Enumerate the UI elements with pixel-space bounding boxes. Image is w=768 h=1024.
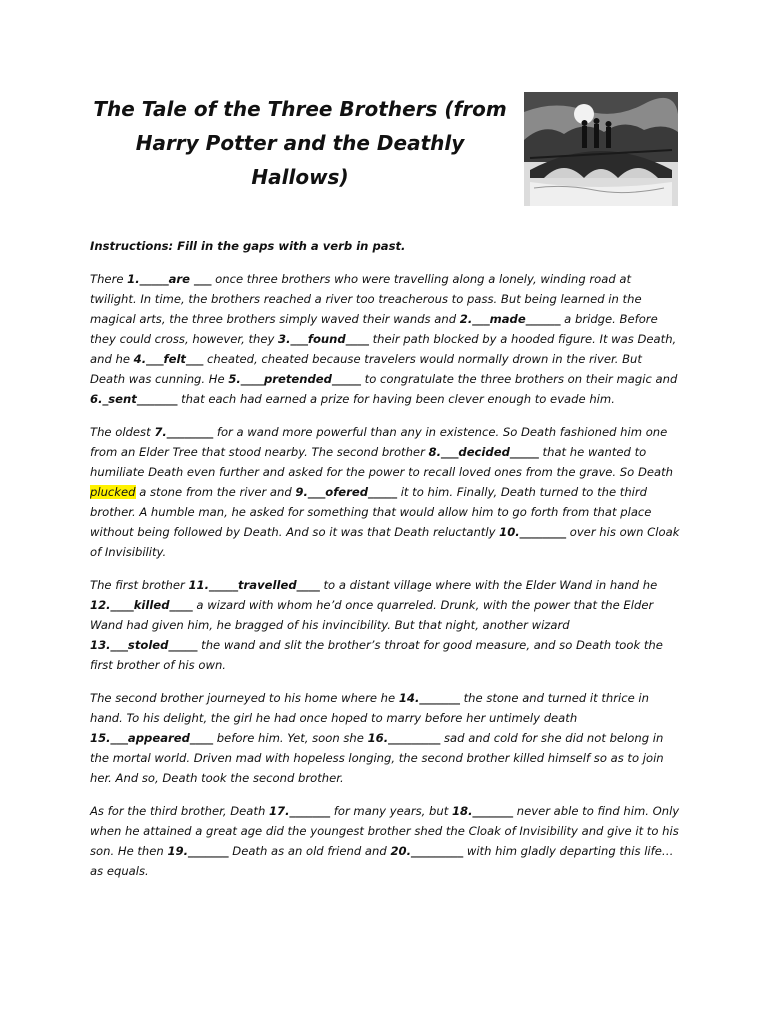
text-run: The first brother	[90, 578, 189, 592]
text-run: cheated, cheated because travelers would normally drown in the river. But Death was cunning. He	[90, 352, 642, 386]
document-title: The Tale of the Three Brothers (from Harry Potter and the Deathly Hallows)	[93, 97, 507, 189]
text-run: There	[90, 272, 128, 286]
gap-answer: 20._________	[390, 844, 464, 858]
gap-answer: 10.________	[499, 525, 567, 539]
gap-answer: 2.___made______	[459, 312, 561, 326]
text-run: The second brother journeyed to his home where he	[90, 691, 399, 705]
gap-answer: 19._______	[167, 844, 229, 858]
gap-answer: 16._________	[367, 731, 441, 745]
text-run: that each had earned a prize for having been clever enough to evade him.	[177, 392, 615, 406]
paragraph	[90, 575, 680, 675]
paragraph	[90, 269, 680, 409]
paragraph	[90, 688, 680, 788]
gap-answer: 17._______	[268, 804, 331, 818]
text-run: with him gladly departing this life… as equals.	[90, 844, 674, 878]
gap-answer: 14._______	[398, 691, 460, 705]
text-run: never able to find him. Only when he attained a great age did the youngest brother shed the Cloak of Invisibility and give it to his son. He then	[90, 804, 680, 858]
text-run: it to him. Finally, Death turned to the third brother. A humble man, he asked for something that would allow him to go forth from that place without being followed by Death. And so it was that Death reluctantly	[90, 485, 652, 539]
three-brothers-illustration	[524, 92, 678, 206]
gap-answer: 12.____killed____	[90, 598, 193, 612]
gap-answer: 13.___stoled_____	[90, 638, 198, 652]
text-run: the stone and turned it thrice in hand. To his delight, the girl he had once hoped to marry before her untimely death	[90, 691, 649, 725]
text-run: their path blocked by a hooded figure. It was Death, and he	[90, 332, 677, 366]
paragraph	[90, 801, 680, 881]
gap-answer: 1._____are ___	[127, 272, 212, 286]
text-run: a wizard with whom he’d once quarreled. Drunk, with the power that the Elder Wand had given him, he bragged of his invincibility. But that night, another wizard	[90, 598, 654, 632]
text-run: The oldest	[90, 425, 155, 439]
text-run: before him. Yet, soon she	[213, 731, 368, 745]
text-run: a bridge. Before they could cross, however, they	[90, 312, 658, 346]
text-run: to a distant village where with the Elder Wand in hand he	[319, 578, 658, 592]
gap-answer: 7.________	[154, 425, 214, 439]
text-run: a stone from the river and	[135, 485, 296, 499]
gap-answer: 6._sent_______	[90, 392, 178, 406]
gap-answer: 3.___found____	[278, 332, 369, 346]
paragraph	[90, 422, 680, 562]
gap-answer: 11._____travelled____	[188, 578, 320, 592]
text-run: to congratulate the three brothers on their magic and	[360, 372, 678, 386]
highlighted-word: plucked	[90, 485, 136, 499]
text-run: for many years, but	[330, 804, 452, 818]
instructions: Instructions: Fill in the gaps with a verb in past.	[90, 239, 406, 253]
text-run: the wand and slit the brother’s throat for good measure, and so Death took the first brother of his own.	[90, 638, 663, 672]
gap-answer: 4.___felt___	[133, 352, 204, 366]
text-run: that he wanted to humiliate Death even further and asked for the power to recall loved ones from the grave. So Death	[90, 445, 673, 479]
gap-answer: 15.___appeared____	[90, 731, 214, 745]
gap-answer: 9.___ofered_____	[295, 485, 398, 499]
text-run: As for the third brother, Death	[90, 804, 269, 818]
worksheet-body	[90, 236, 680, 894]
text-run: for a wand more powerful than any in existence. So Death fashioned him one from an Elder Tree that stood nearby. The second brother	[90, 425, 668, 459]
text-run: over his own Cloak of Invisibility.	[90, 525, 680, 559]
gap-answer: 8.___decided_____	[428, 445, 539, 459]
gap-answer: 5.____pretended_____	[228, 372, 361, 386]
text-run: once three brothers who were travelling along a lonely, winding road at twilight. In time, the brothers reached a river too treacherous to pass. But being learned in the magical arts, the three brothers simply waved their wands and	[90, 272, 642, 326]
gap-answer: 18._______	[451, 804, 514, 818]
text-run: sad and cold for she did not belong in the mortal world. Driven mad with hopeless longing, the second brother killed himself so as to join her. And so, Death took the second brother.	[90, 731, 664, 785]
text-run: Death as an old friend and	[228, 844, 391, 858]
